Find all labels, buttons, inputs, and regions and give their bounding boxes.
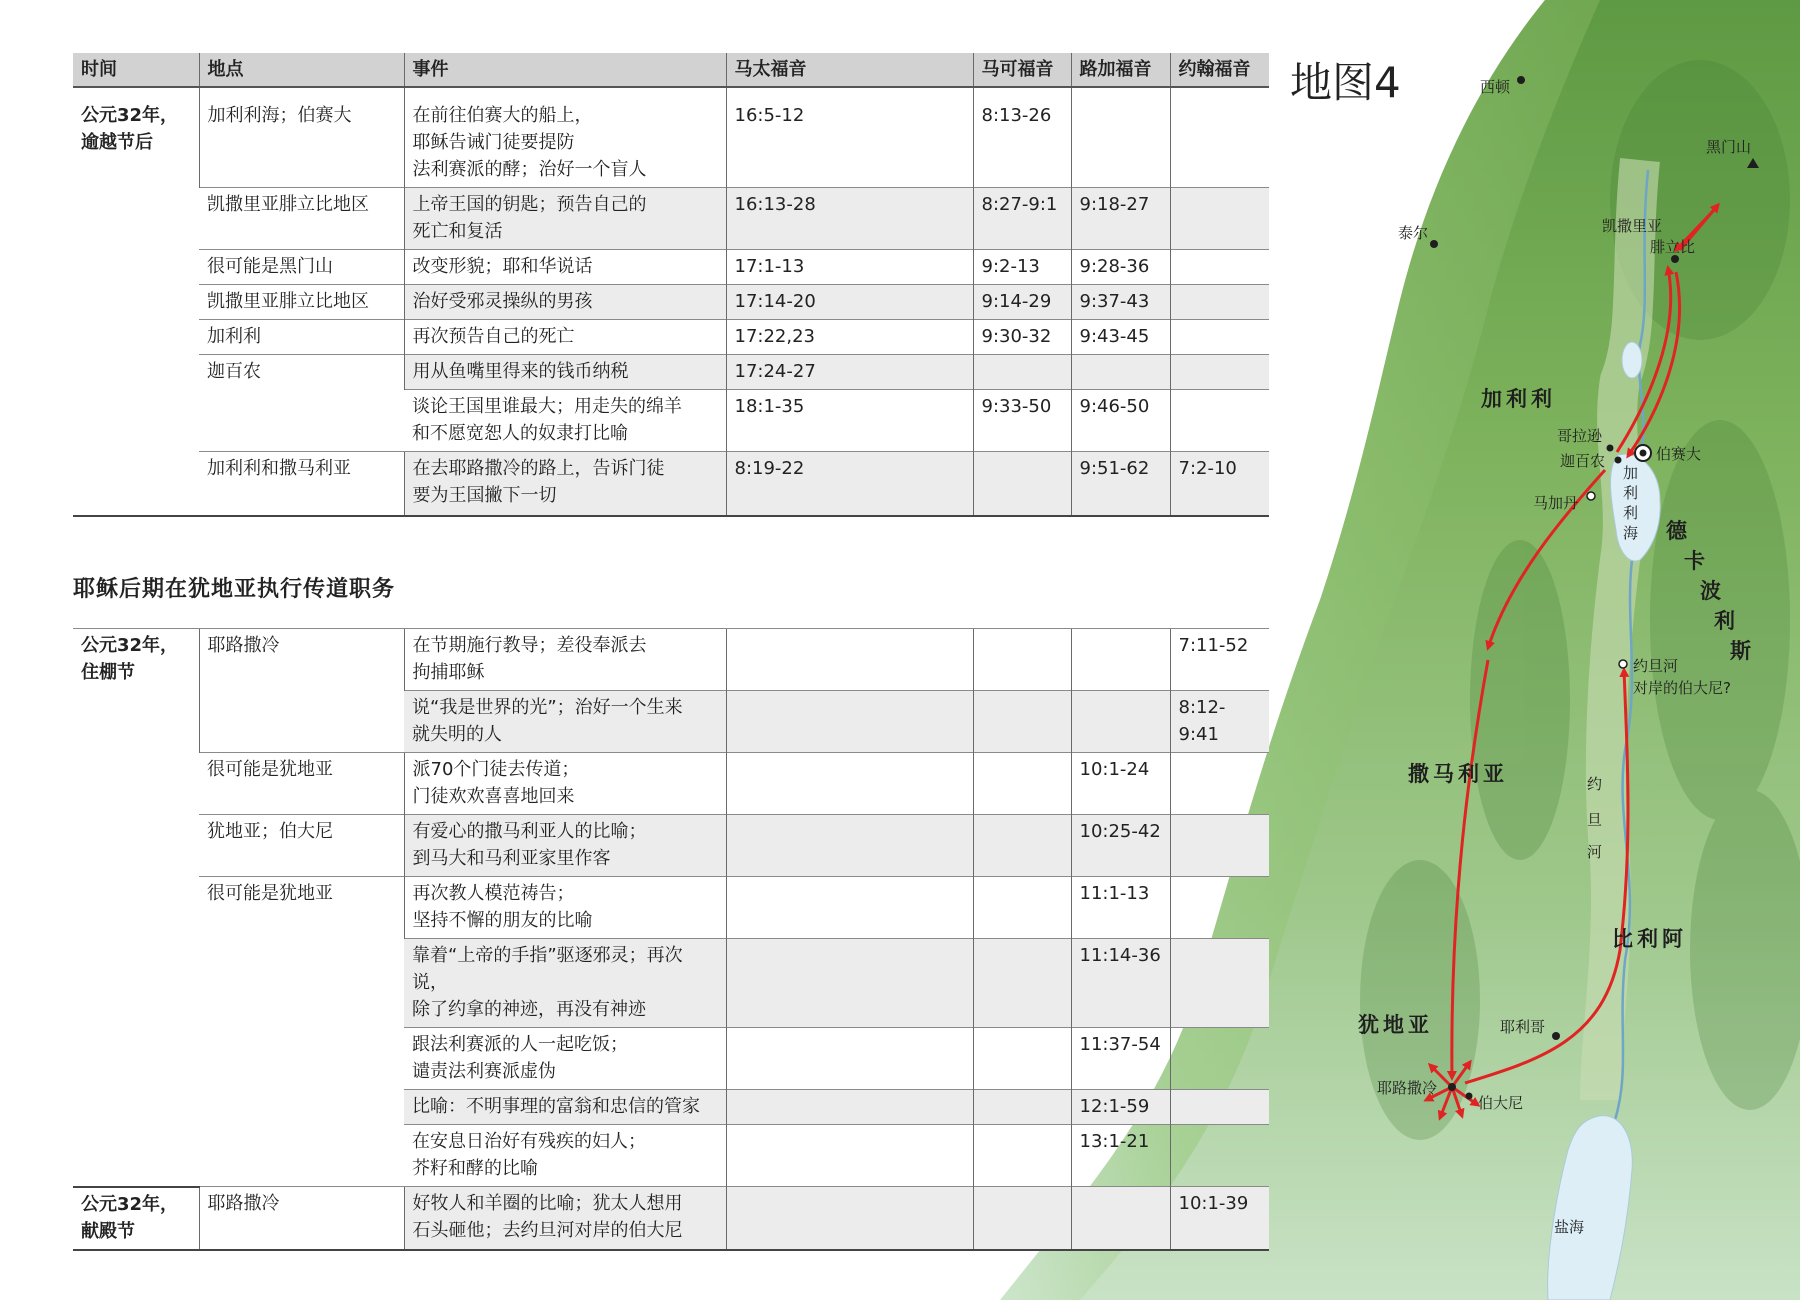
label-jericho: 耶利哥 [1500, 1018, 1546, 1036]
jericho-marker [1552, 1032, 1560, 1040]
cell-matthew [726, 691, 973, 753]
svg-text:利: 利 [1714, 609, 1735, 633]
cell-event: 在去耶路撒冷的路上，告诉门徒 要为王国撇下一切 [404, 452, 726, 516]
label-tyre: 泰尔 [1398, 224, 1429, 242]
cell-event: 在节期施行教导；差役奉派去 拘捕耶稣 [404, 629, 726, 691]
svg-text:卡: 卡 [1684, 549, 1705, 573]
cell-john [1170, 320, 1269, 355]
cell-matthew [726, 1090, 973, 1125]
cell-matthew: 16:5-12 [726, 87, 973, 188]
cell-matthew [726, 877, 973, 939]
cell-event: 用从鱼嘴里得来的钱币纳税 [404, 355, 726, 390]
cell-john [1170, 815, 1269, 877]
lake-hula [1622, 342, 1642, 378]
magadan-marker [1587, 492, 1595, 500]
col-event-header: 事件 [404, 53, 726, 87]
table-row [73, 753, 1269, 815]
table-row [73, 452, 1269, 516]
cell-mark [973, 815, 1071, 877]
cell-john [1170, 1125, 1269, 1187]
svg-text:利: 利 [1623, 504, 1639, 522]
table-row [73, 320, 1269, 355]
cell-matthew: 17:1-13 [726, 250, 973, 285]
label-judea: 犹地亚 [1358, 1013, 1433, 1037]
caesarea-marker [1671, 255, 1679, 263]
label-chorazin: 哥拉逊 [1557, 427, 1603, 445]
cell-luke [1071, 1187, 1170, 1250]
col-time-header: 时间 [73, 53, 199, 87]
cell-mark [973, 1125, 1071, 1187]
label-bethsaida: 伯赛大 [1656, 445, 1702, 463]
cell-john [1170, 188, 1269, 250]
cell-place: 加利利和撒马利亚 [199, 452, 404, 516]
cell-event: 再次教人模范祷告； 坚持不懈的朋友的比喻 [404, 877, 726, 939]
cell-matthew: 16:13-28 [726, 188, 973, 250]
label-salt-sea: 盐海 [1554, 1218, 1585, 1236]
table-header-row [73, 53, 1269, 87]
cell-event: 派70个门徒去传道； 门徒欢欢喜喜地回来 [404, 753, 726, 815]
cell-john [1170, 285, 1269, 320]
cell-matthew [726, 1125, 973, 1187]
cell-time: 公元32年， 住棚节 [73, 629, 199, 1187]
label-bethany-jordan-2: 对岸的伯大尼? [1633, 679, 1731, 697]
bethsaida-marker [1635, 445, 1651, 461]
cell-event: 说“我是世界的光”；治好一个生来 就失明的人 [404, 691, 726, 753]
cell-matthew [726, 939, 973, 1028]
cell-place: 很可能是犹地亚 [199, 877, 404, 1187]
chorazin-marker [1607, 445, 1614, 452]
cell-john [1170, 753, 1269, 815]
cell-mark [973, 1090, 1071, 1125]
cell-mark [973, 1028, 1071, 1090]
cell-place: 凯撒里亚腓立比地区 [199, 285, 404, 320]
cell-place: 耶路撒冷 [199, 1187, 404, 1250]
col-mark-header: 马可福音 [973, 53, 1071, 87]
label-bethany: 伯大尼 [1478, 1094, 1524, 1112]
cell-time: 公元32年， 逾越节后 [73, 87, 199, 516]
cell-place: 加利利 [199, 320, 404, 355]
cell-time: 公元32年， 献殿节 [73, 1187, 199, 1250]
cell-luke: 10:25-42 [1071, 815, 1170, 877]
cell-matthew [726, 629, 973, 691]
col-place-header: 地点 [199, 53, 404, 87]
svg-text:海: 海 [1623, 524, 1639, 542]
cell-john [1170, 1028, 1269, 1090]
bethany-jordan-marker [1619, 660, 1627, 668]
cell-luke: 11:14-36 [1071, 939, 1170, 1028]
cell-matthew [726, 1187, 973, 1250]
cell-luke [1071, 691, 1170, 753]
table-row [73, 815, 1269, 877]
label-capernaum: 迦百农 [1560, 452, 1606, 470]
cell-john [1170, 250, 1269, 285]
cell-mark [973, 753, 1071, 815]
cell-mark [973, 691, 1071, 753]
table-row [73, 355, 1269, 390]
cell-place: 很可能是犹地亚 [199, 753, 404, 815]
table-body [73, 87, 1269, 516]
label-caesarea-2: 腓立比 [1650, 238, 1696, 256]
cell-matthew: 18:1-35 [726, 390, 973, 452]
col-luke-header: 路加福音 [1071, 53, 1170, 87]
svg-text:德: 德 [1666, 519, 1687, 543]
table-row [73, 285, 1269, 320]
cell-event: 改变形貌；耶和华说话 [404, 250, 726, 285]
cell-place: 耶路撒冷 [199, 629, 404, 753]
cell-john: 7:2-10 [1170, 452, 1269, 516]
cell-john: 10:1-39 [1170, 1187, 1269, 1250]
cell-event: 上帝王国的钥匙；预告自己的 死亡和复活 [404, 188, 726, 250]
svg-text:利: 利 [1623, 484, 1639, 502]
cell-matthew: 17:22,23 [726, 320, 973, 355]
cell-luke [1071, 629, 1170, 691]
cell-mark: 9:14-29 [973, 285, 1071, 320]
cell-mark: 9:33-50 [973, 390, 1071, 452]
tyre-marker [1430, 240, 1438, 248]
table-row [73, 250, 1269, 285]
cell-matthew [726, 753, 973, 815]
capernaum-marker [1615, 457, 1622, 464]
cell-luke: 9:18-27 [1071, 188, 1170, 250]
cell-mark [973, 1187, 1071, 1250]
table-row [73, 1187, 1269, 1250]
cell-john [1170, 939, 1269, 1028]
bethany-marker [1466, 1093, 1473, 1100]
cell-place: 加利利海；伯赛大 [199, 87, 404, 188]
map-title: 地图4 [1290, 58, 1401, 107]
cell-matthew: 17:14-20 [726, 285, 973, 320]
col-matthew-header: 马太福音 [726, 53, 973, 87]
cell-luke: 11:1-13 [1071, 877, 1170, 939]
cell-mark: 9:2-13 [973, 250, 1071, 285]
cell-matthew: 8:19-22 [726, 452, 973, 516]
cell-john: 8:12- 9:41 [1170, 691, 1269, 753]
cell-event: 靠着“上帝的手指”驱逐邪灵；再次说， 除了约拿的神迹，再没有神迹 [404, 939, 726, 1028]
cell-luke: 13:1-21 [1071, 1125, 1170, 1187]
cell-event: 好牧人和羊圈的比喻；犹太人想用 石头砸他；去约旦河对岸的伯大尼 [404, 1187, 726, 1250]
cell-luke: 12:1-59 [1071, 1090, 1170, 1125]
cell-john [1170, 87, 1269, 188]
label-magadan: 马加丹 [1533, 494, 1579, 512]
cell-john [1170, 1090, 1269, 1125]
table-body [73, 629, 1269, 1250]
svg-text:旦: 旦 [1587, 811, 1603, 829]
cell-luke: 9:51-62 [1071, 452, 1170, 516]
cell-event: 在安息日治好有残疾的妇人； 芥籽和酵的比喻 [404, 1125, 726, 1187]
cell-place: 犹地亚；伯大尼 [199, 815, 404, 877]
cell-mark: 9:30-32 [973, 320, 1071, 355]
cell-matthew: 17:24-27 [726, 355, 973, 390]
cell-event: 谈论王国里谁最大；用走失的绵羊 和不愿宽恕人的奴隶打比喻 [404, 390, 726, 452]
label-sidon: 西顿 [1480, 78, 1511, 96]
cell-luke: 11:37-54 [1071, 1028, 1170, 1090]
cell-john [1170, 877, 1269, 939]
label-jordan [1587, 775, 1602, 861]
cell-luke [1071, 355, 1170, 390]
cell-mark [973, 939, 1071, 1028]
cell-luke: 9:37-43 [1071, 285, 1170, 320]
cell-mark: 8:27-9:1 [973, 188, 1071, 250]
cell-event: 治好受邪灵操纵的男孩 [404, 285, 726, 320]
schedule-table-1 [73, 53, 1269, 517]
cell-place: 迦百农 [199, 355, 404, 452]
label-hermon: 黑门山 [1706, 138, 1752, 156]
label-galilee: 加利利 [1481, 387, 1556, 411]
label-bethany-jordan-1: 约旦河 [1633, 657, 1679, 675]
jerusalem-marker [1448, 1083, 1456, 1091]
table-row [73, 188, 1269, 250]
cell-mark [973, 452, 1071, 516]
label-caesarea-1: 凯撒里亚 [1602, 217, 1663, 235]
table-row [73, 87, 1269, 188]
col-john-header: 约翰福音 [1170, 53, 1269, 87]
cell-matthew [726, 815, 973, 877]
cell-john [1170, 355, 1269, 390]
svg-text:斯: 斯 [1730, 639, 1751, 663]
table-row [73, 629, 1269, 691]
svg-text:约: 约 [1587, 775, 1603, 793]
section-title: 耶稣后期在犹地亚执行传道职务 [73, 577, 396, 602]
cell-luke [1071, 87, 1170, 188]
cell-event: 比喻：不明事理的富翁和忠信的管家 [404, 1090, 726, 1125]
cell-luke: 10:1-24 [1071, 753, 1170, 815]
cell-place: 凯撒里亚腓立比地区 [199, 188, 404, 250]
label-perea: 比利阿 [1612, 927, 1687, 951]
cell-mark [973, 355, 1071, 390]
svg-text:河: 河 [1587, 843, 1603, 861]
cell-mark [973, 877, 1071, 939]
sidon-marker [1517, 76, 1525, 84]
cell-luke: 9:43-45 [1071, 320, 1170, 355]
cell-matthew [726, 1028, 973, 1090]
cell-event: 在前往伯赛大的船上， 耶稣告诫门徒要提防 法利赛派的酵；治好一个盲人 [404, 87, 726, 188]
label-jerusalem: 耶路撒冷 [1377, 1079, 1438, 1097]
cell-luke: 9:46-50 [1071, 390, 1170, 452]
cell-luke: 9:28-36 [1071, 250, 1170, 285]
cell-john: 7:11-52 [1170, 629, 1269, 691]
table-row [73, 877, 1269, 939]
svg-text:加: 加 [1623, 464, 1639, 482]
schedule-table-2 [73, 628, 1269, 1251]
svg-text:波: 波 [1700, 579, 1721, 603]
cell-place: 很可能是黑门山 [199, 250, 404, 285]
label-samaria: 撒马利亚 [1408, 762, 1508, 786]
cell-event: 跟法利赛派的人一起吃饭； 谴责法利赛派虚伪 [404, 1028, 726, 1090]
cell-john [1170, 390, 1269, 452]
cell-event: 再次预告自己的死亡 [404, 320, 726, 355]
cell-event: 有爱心的撒马利亚人的比喻； 到马大和马利亚家里作客 [404, 815, 726, 877]
cell-mark [973, 629, 1071, 691]
cell-mark: 8:13-26 [973, 87, 1071, 188]
